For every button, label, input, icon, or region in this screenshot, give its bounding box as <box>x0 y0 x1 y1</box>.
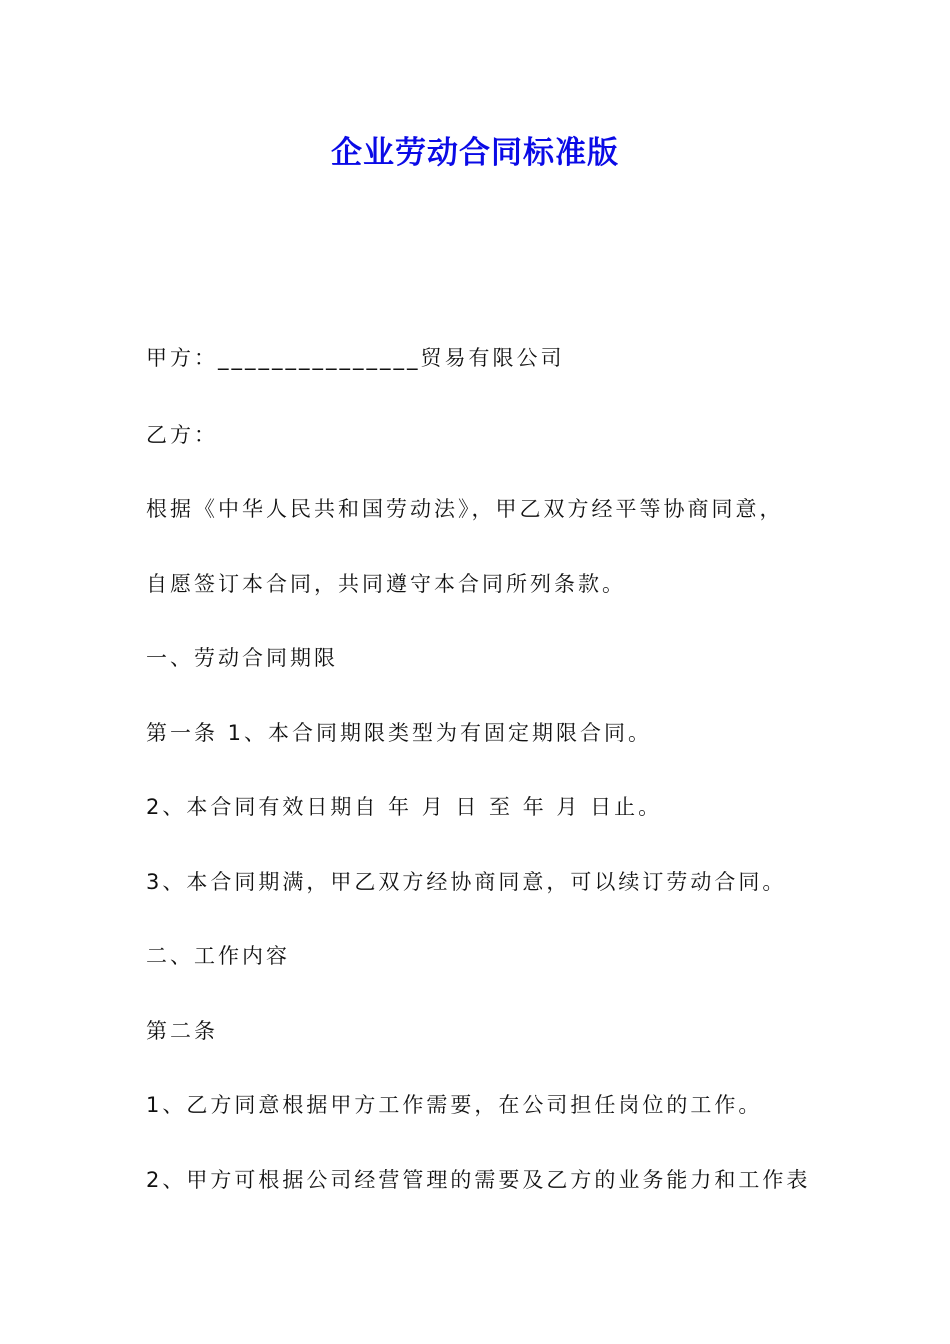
party-a-line: 甲方：_______________贸易有限公司 <box>146 346 565 370</box>
article-1-item-3: 3、本合同期满，甲乙双方经协商同意，可以续订劳动合同。 <box>146 870 787 894</box>
document-title: 企业劳动合同标准版 <box>331 135 619 171</box>
article-1-item-1: 第一条 1、本合同期限类型为有固定期限合同。 <box>146 721 653 745</box>
section-heading-work: 二、工作内容 <box>146 944 290 968</box>
article-2-item-2: 2、甲方可根据公司经营管理的需要及乙方的业务能力和工作表 <box>146 1168 811 1192</box>
article-2-item-1: 1、乙方同意根据甲方工作需要，在公司担任岗位的工作。 <box>146 1093 763 1117</box>
party-b-line: 乙方： <box>146 423 218 447</box>
preamble-line-1: 根据《中华人民共和国劳动法》，甲乙双方经平等协商同意， <box>146 497 784 521</box>
article-2-heading: 第二条 <box>146 1019 218 1043</box>
article-1-item-2: 2、本合同有效日期自 年 月 日 至 年 月 日止。 <box>146 795 663 819</box>
preamble-line-2: 自愿签订本合同，共同遵守本合同所列条款。 <box>146 572 626 596</box>
section-heading-term: 一、劳动合同期限 <box>146 646 338 670</box>
